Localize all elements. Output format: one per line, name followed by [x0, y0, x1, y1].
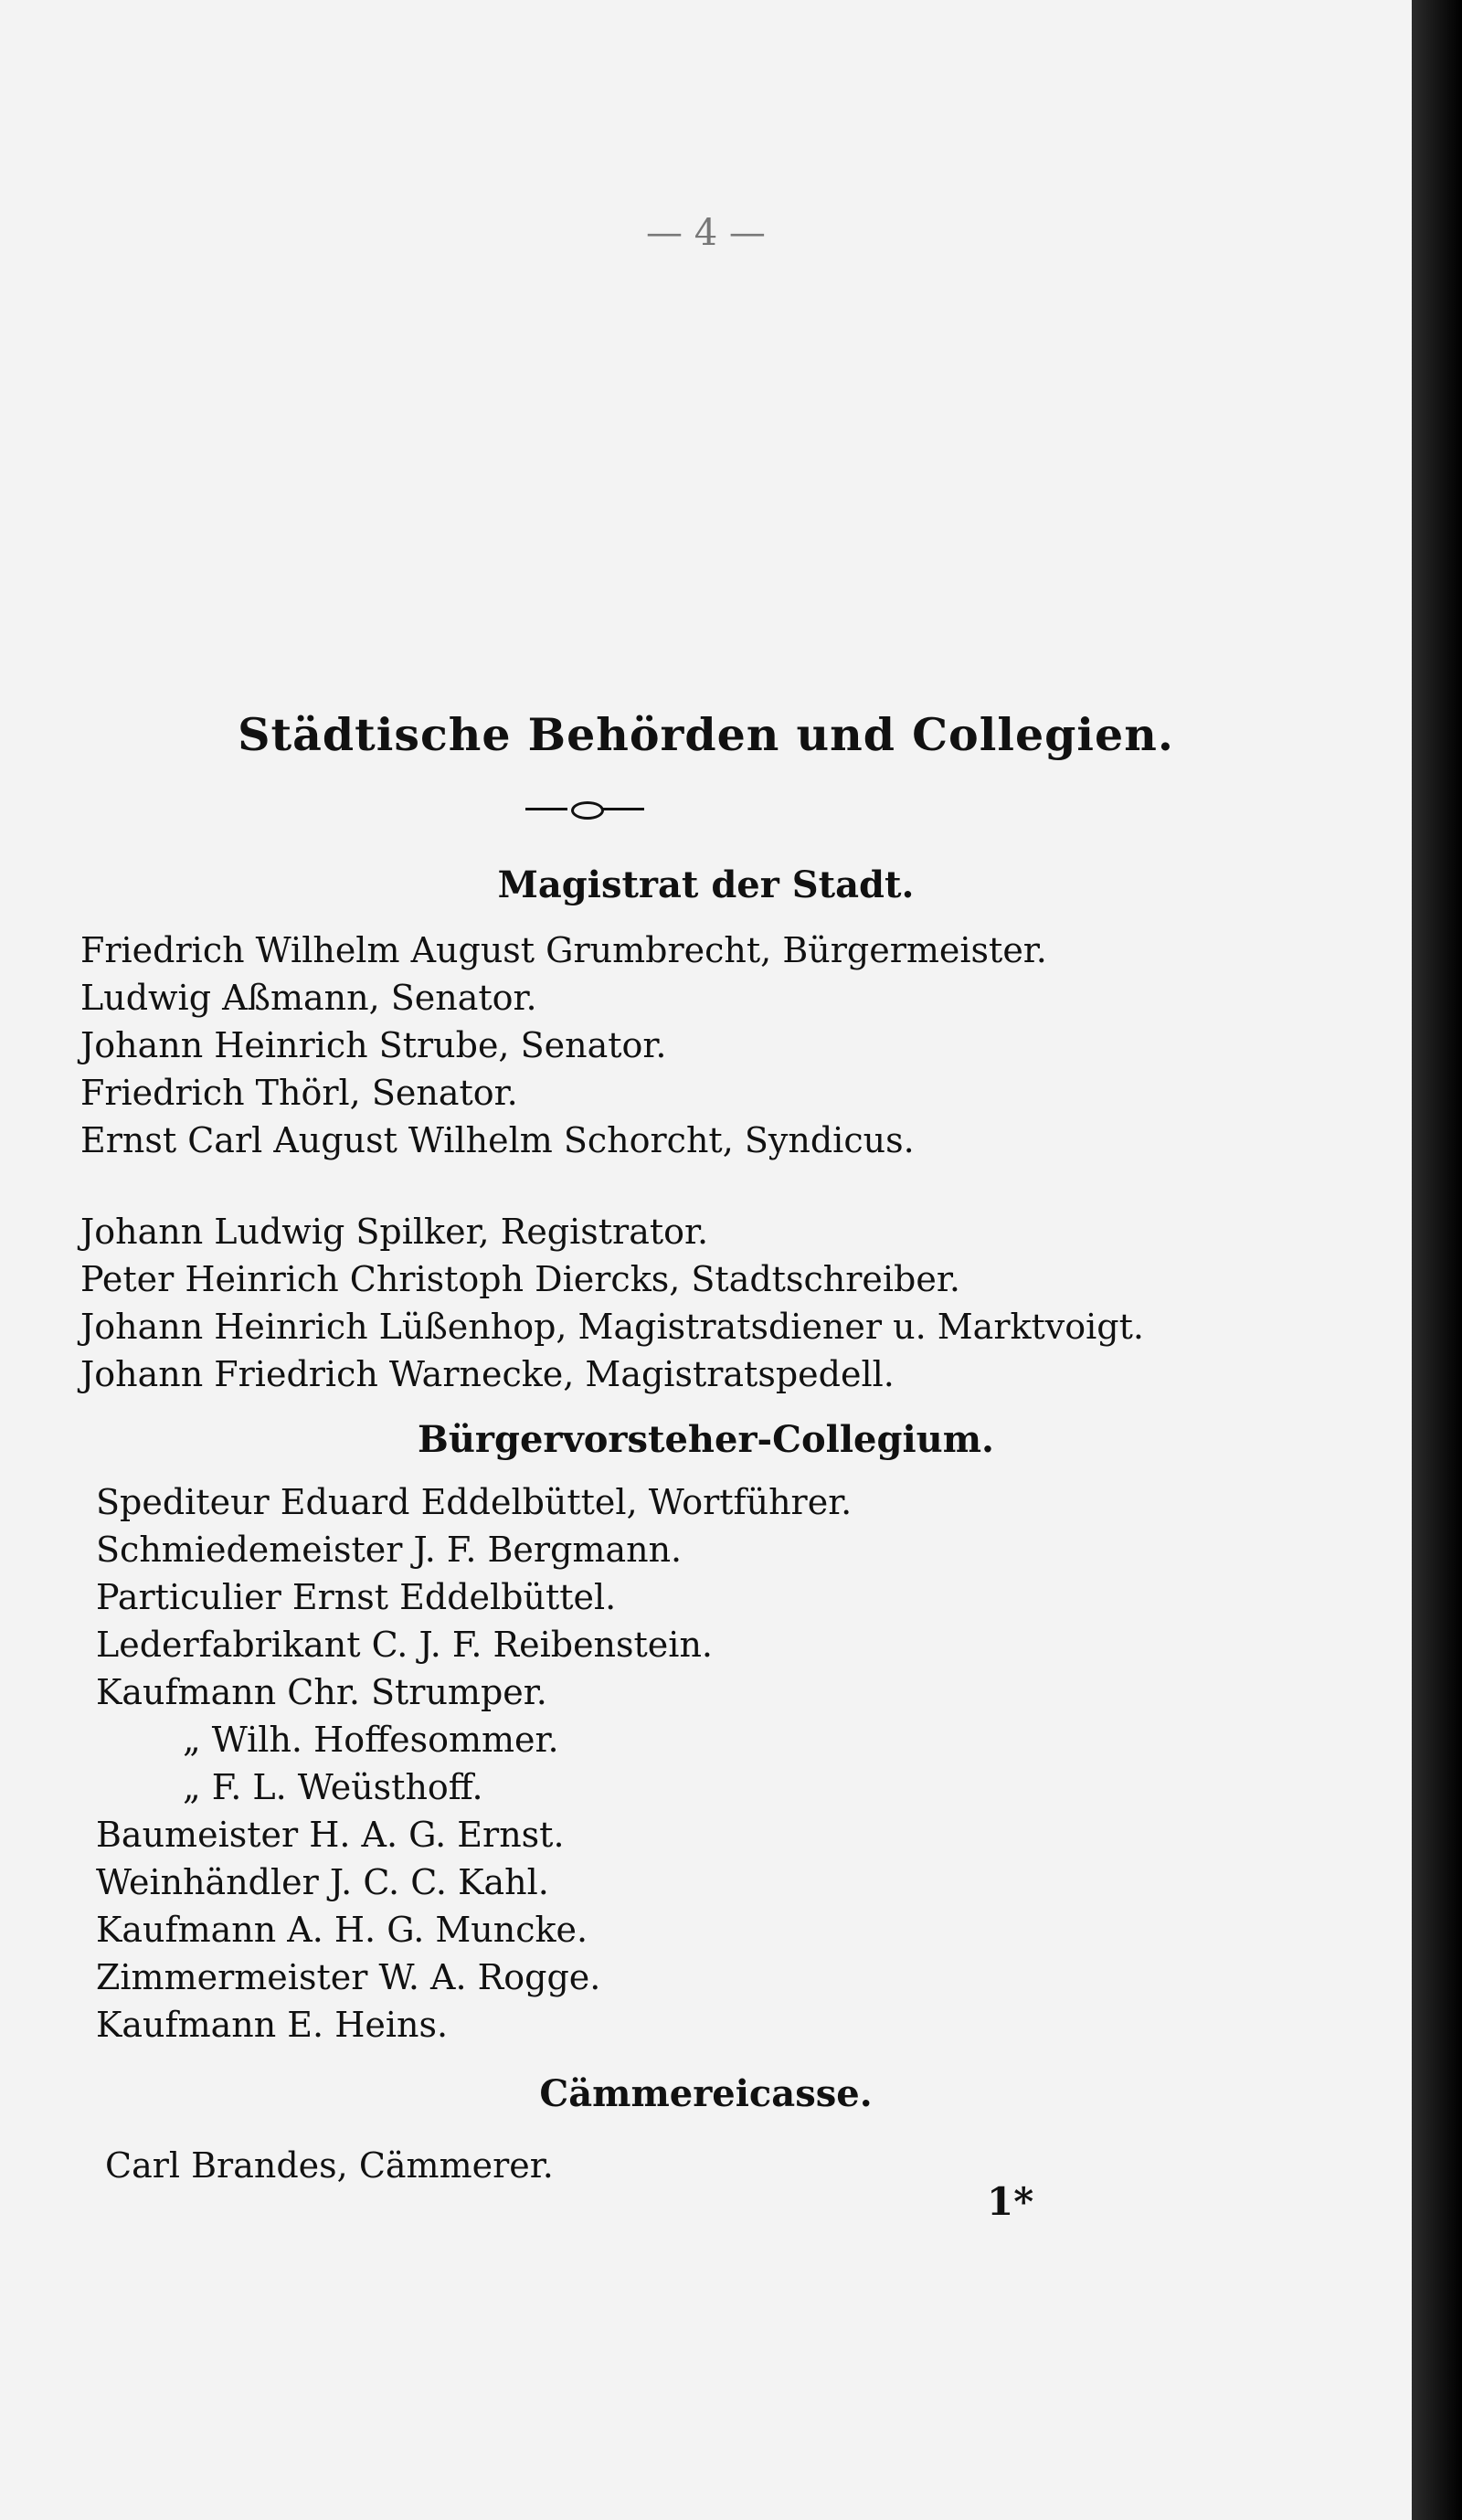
- page-edge-shadow: [1412, 0, 1462, 2520]
- list-item: Spediteur Eduard Eddelbüttel, Wortführer.: [96, 1482, 853, 1522]
- list-item: Ludwig Aßmann, Senator.: [80, 978, 537, 1018]
- main-title: Städtische Behörden und Collegien.: [238, 708, 1174, 761]
- list-item: Friedrich Wilhelm August Grumbrecht, Bürgermeister.: [80, 930, 1047, 970]
- list-item: Johann Friedrich Warnecke, Magistratspedell.: [80, 1354, 895, 1394]
- section-heading-caemmereicasse: Cämmereicasse.: [539, 2072, 873, 2115]
- page-number: — 4 —: [646, 212, 766, 254]
- signature-mark: 1*: [987, 2179, 1034, 2224]
- list-item: Zimmermeister W. A. Rogge.: [96, 1957, 601, 1997]
- section-heading-buergervorsteher: Bürgervorsteher-Collegium.: [418, 1418, 994, 1461]
- list-item: „ F. L. Weüsthoff.: [183, 1767, 483, 1807]
- list-item: Lederfabrikant C. J. F. Reibenstein.: [96, 1625, 714, 1665]
- list-item: Johann Heinrich Strube, Senator.: [80, 1025, 667, 1065]
- list-item: Peter Heinrich Christoph Diercks, Stadtschreiber.: [80, 1259, 960, 1299]
- list-item: Friedrich Thörl, Senator.: [80, 1073, 518, 1113]
- list-item: Baumeister H. A. G. Ernst.: [96, 1815, 565, 1855]
- list-item: Weinhändler J. C. C. Kahl.: [96, 1862, 549, 1902]
- section-heading-magistrat: Magistrat der Stadt.: [497, 863, 915, 906]
- list-item: Particulier Ernst Eddelbüttel.: [96, 1577, 617, 1617]
- list-item: Johann Ludwig Spilker, Registrator.: [80, 1212, 709, 1252]
- title-ornament: [525, 799, 644, 818]
- list-item: Schmiedemeister J. F. Bergmann.: [96, 1530, 683, 1570]
- list-item: Carl Brandes, Cämmerer.: [105, 2145, 554, 2186]
- list-item: Kaufmann E. Heins.: [96, 2005, 449, 2045]
- list-item: Ernst Carl August Wilhelm Schorcht, Syndicus.: [80, 1120, 915, 1160]
- list-item: Johann Heinrich Lüßenhop, Magistratsdiener u. Marktvoigt.: [80, 1307, 1144, 1347]
- list-item: Kaufmann Chr. Strumper.: [96, 1672, 547, 1712]
- list-item: Kaufmann A. H. G. Muncke.: [96, 1910, 588, 1950]
- list-item: „ Wilh. Hoffesommer.: [183, 1720, 559, 1760]
